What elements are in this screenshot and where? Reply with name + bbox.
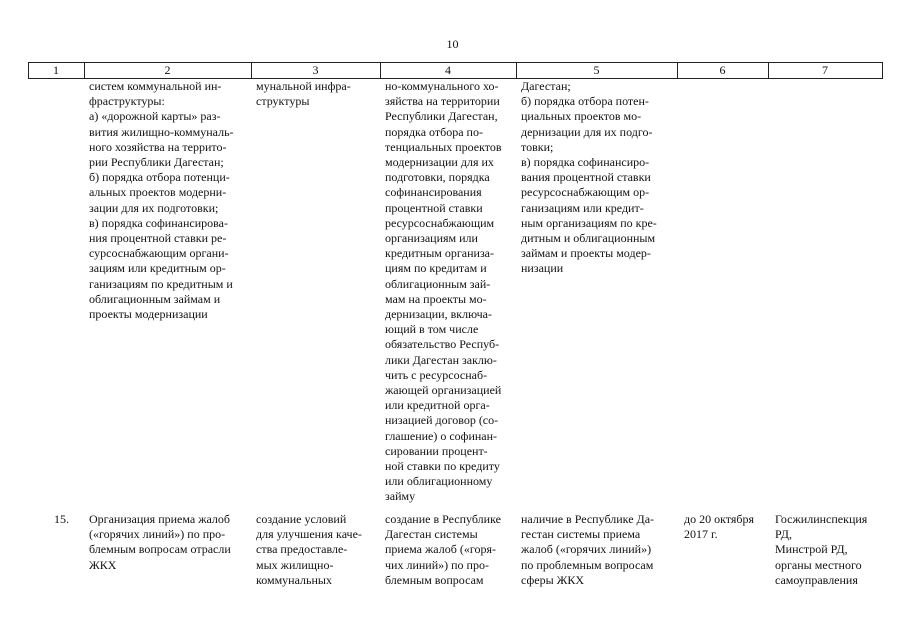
column-header-4: 4 <box>445 63 451 77</box>
page-number: 10 <box>446 37 459 51</box>
column-header-6: 6 <box>719 63 726 77</box>
column-header-3: 3 <box>312 63 319 77</box>
column-divider <box>882 62 883 79</box>
cell-col4: но-коммунального хо- зяйства на территории Республики Дагестан, порядка отбора по- тенциальных проектов модернизации для их подготовки, порядка софинансирования процентной ставки ресурсоснабжающим организациям или кредитным организа- циям по кредитам и облигационным зай- мам на проекты мо- дернизации, включа- ющий в том числе обязательство Респуб- лики Дагестан заклю- чить с ресурсоснаб- жающей организацией или кредитной орга- низацией договор (со- глашение) о софинан- сировании процент- ной ставки по кредиту или облигационному займу <box>385 79 502 504</box>
cell-col5: Дагестан; б) порядка отбора потен- циальных проектов мо- дернизации для их подго- товки; в) порядка софинансиро- вания процентной ставки ресурсоснабжающим ор- ганизациям или кредит- ным организациям по кре- дитным и облигационным займам и проекты модер- низации <box>521 79 657 276</box>
column-header-2: 2 <box>164 63 171 77</box>
column-header-1: 1 <box>53 63 59 77</box>
row-number: 15. <box>54 512 69 526</box>
cell-col2: систем коммунальной ин- фраструктуры: а) «дорожной карты» раз- вития жилищно-коммуналь- ного хозяйства на террито- рии Республики Дагестан; б) порядка отбора потенци- альных проектов модерни- зации для их подготовки; в) порядка софинансирова- ния процентной ставки ре- сурсоснабжающим органи- зациям или кредитным ор- ганизациям по кредитным и облигационным займам и проекты модернизации <box>89 79 234 322</box>
column-header-7: 7 <box>822 63 828 77</box>
cell-col3: создание условий для улучшения каче- ства предоставле- мых жилищно- коммунальных <box>256 512 362 587</box>
cell-col3: мунальной инфра- структуры <box>256 79 351 109</box>
cell-col7: Госжилинспекция РД, Минстрой РД, органы местного самоуправления <box>775 512 868 587</box>
cell-col6: до 20 октября 2017 г. <box>684 512 755 542</box>
cell-col5: наличие в Республике Да- гестан системы приема жалоб («горячих линий») по проблемным вопросам сферы ЖКХ <box>521 512 655 587</box>
cell-col4: создание в Республике Дагестан системы приема жалоб («горя- чих линий») по про- блемным вопросам <box>385 512 501 587</box>
cell-col2: Организация приема жалоб («горячих линий») по про- блемным вопросам отрасли ЖКХ <box>89 512 231 572</box>
column-header-5: 5 <box>593 63 600 77</box>
